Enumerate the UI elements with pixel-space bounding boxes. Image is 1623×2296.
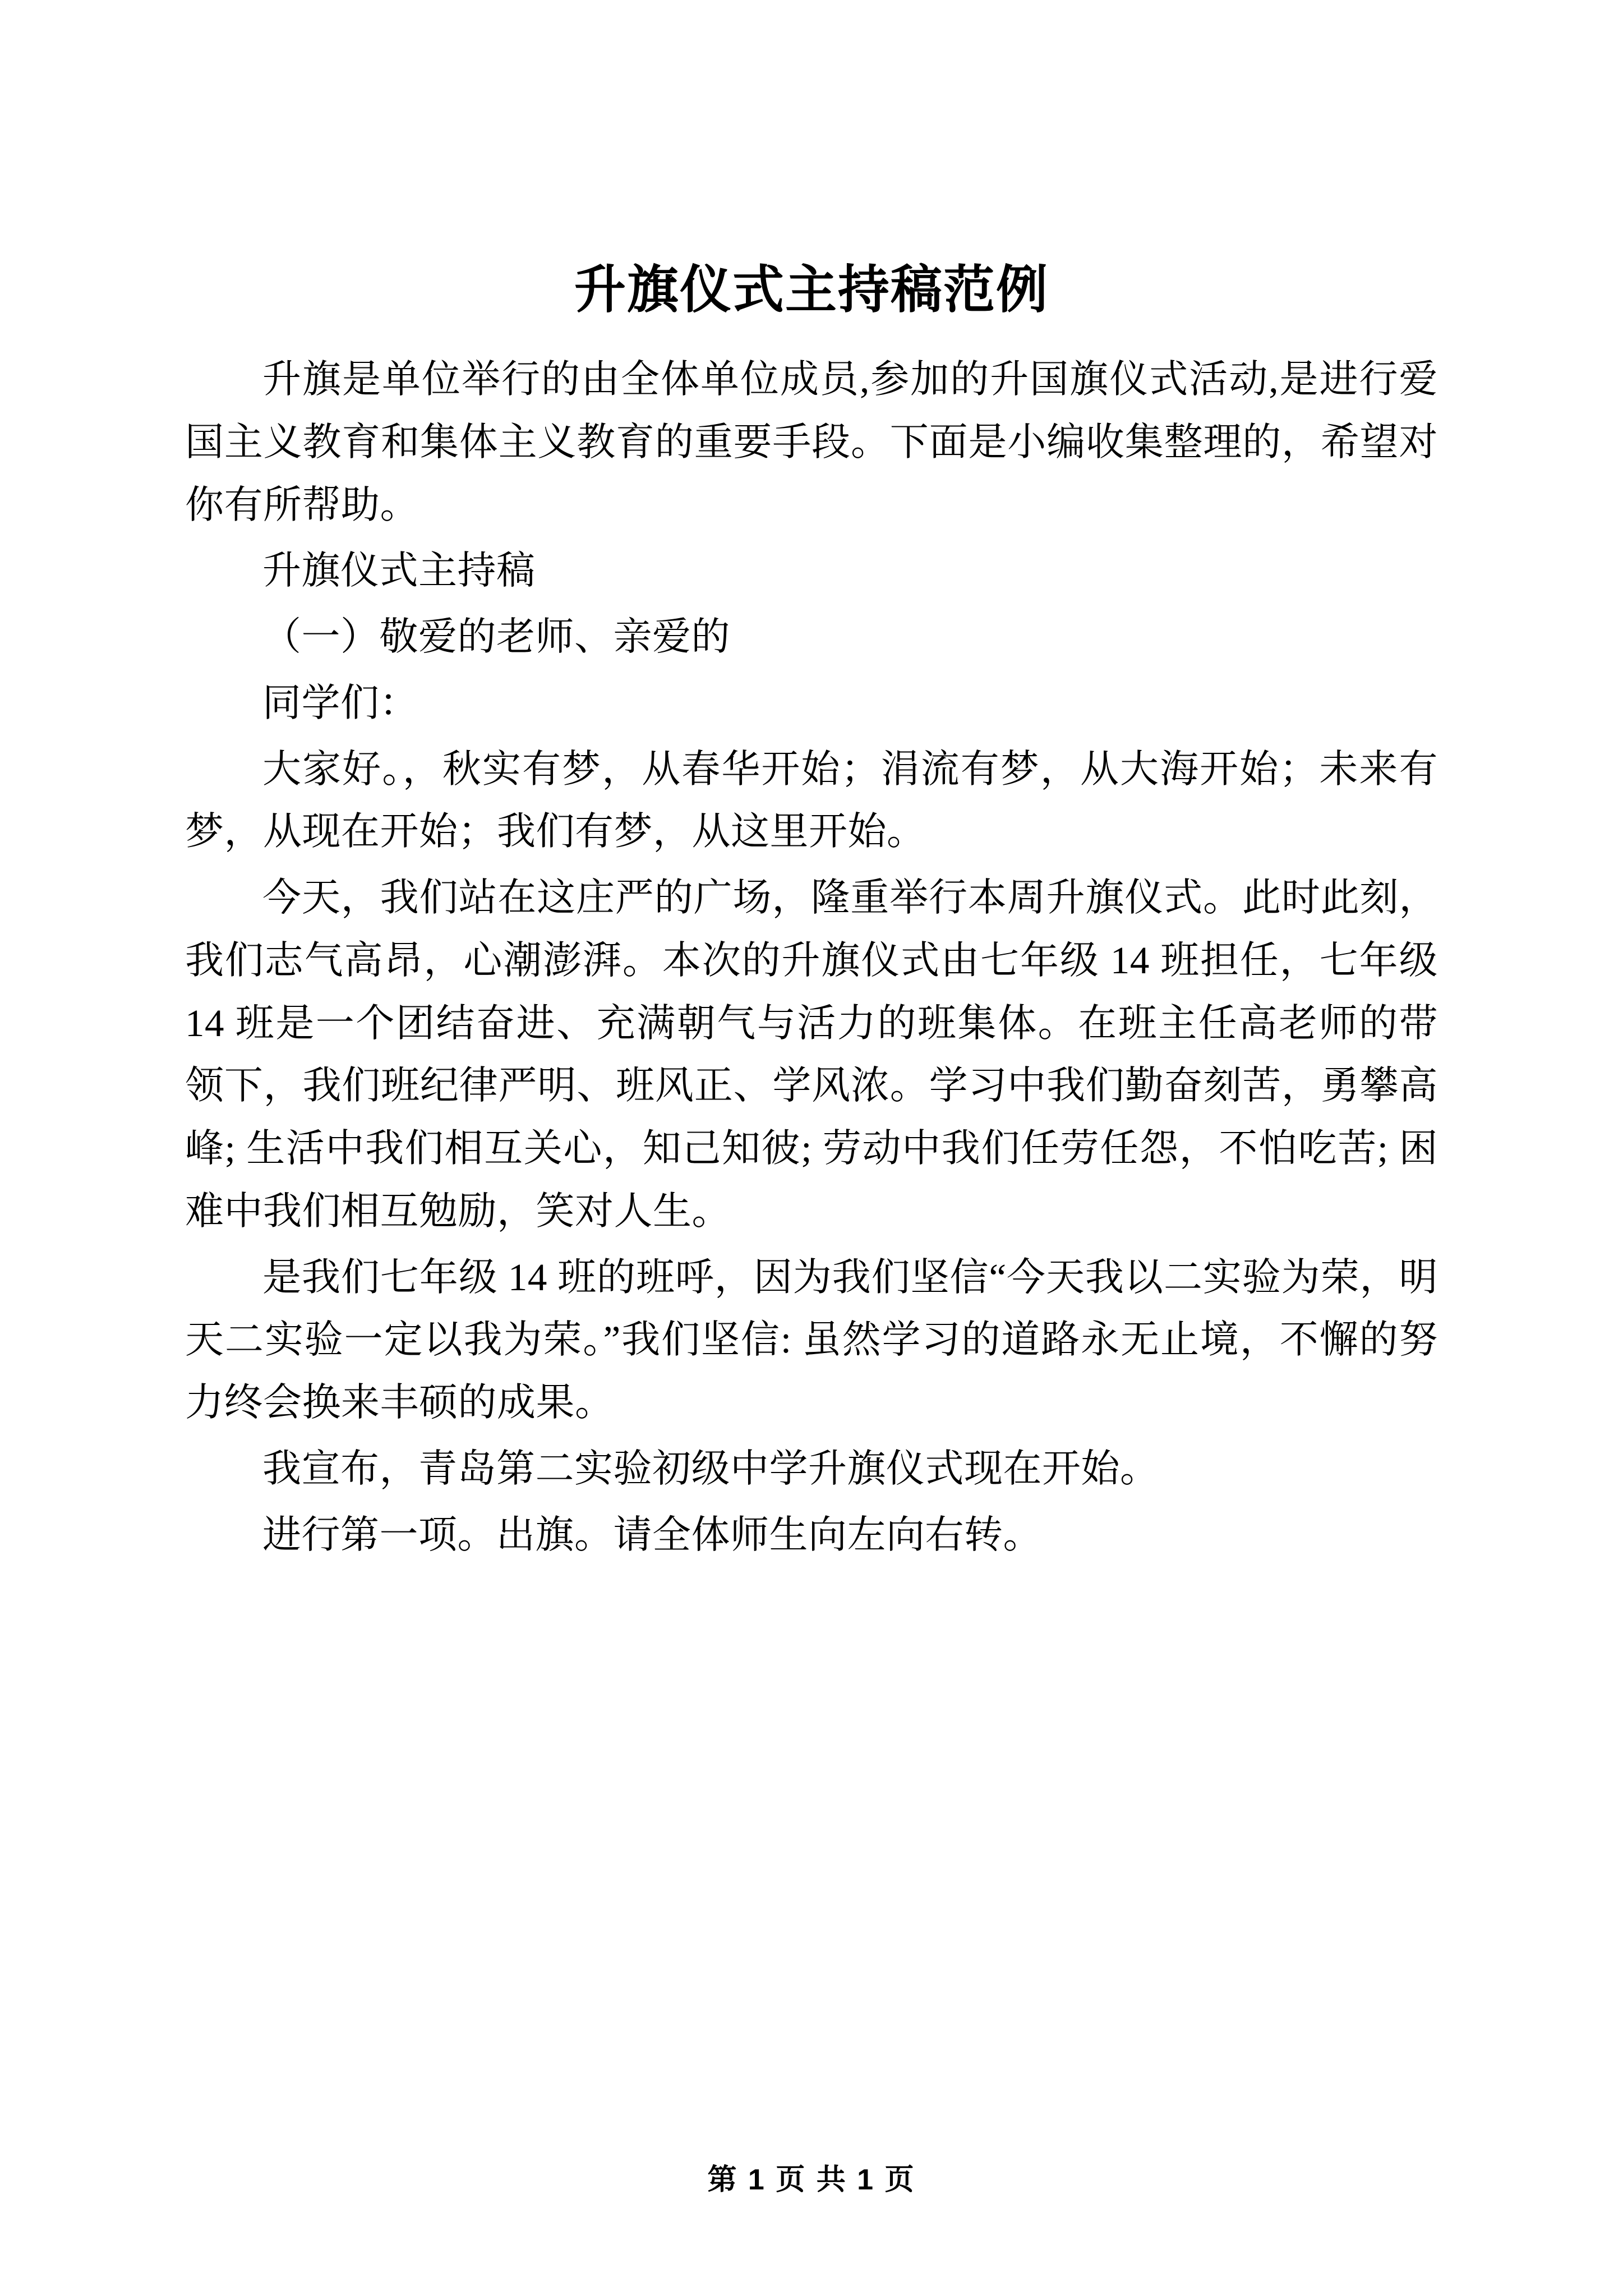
paragraph-body-1: 今天，我们站在这庄严的广场，隆重举行本周升旗仪式。此时此刻，我们志气高昂，心潮澎湃。本次的升旗仪式由七年级 14 班担任，七年级 14 班是一个团结奋进、充满朝气与活力的班集体。在班主任高老师的带领下，我们班纪律严明、班风正、学风浓。学习中我们勤奋刻苦，勇攀高峰; 生活中我们相互关心，知己知彼; 劳动中我们任劳任怨，不怕吃苦; 困难中我们相互勉励，笑对人生。 — [185, 876, 1438, 1232]
paragraph-body-2: 是我们七年级 14 班的班呼，因为我们坚信“今天我以二实验为荣，明天二实验一定以我为荣。”我们坚信: 虽然学习的道路永无止境，不懈的努力终会换来丰硕的成果。 — [185, 1255, 1438, 1424]
paragraph-body-3: 我宣布，青岛第二实验初级中学升旗仪式现在开始。 — [262, 1447, 1159, 1490]
page-footer: 第 1 页 共 1 页 — [707, 2164, 916, 2196]
paragraph-salutation: 同学们： — [262, 681, 418, 724]
paragraph-body-4: 进行第一项。出旗。请全体师生向左向右转。 — [262, 1513, 1042, 1556]
paragraph-greeting: 大家好。，秋实有梦，从春华开始；涓流有梦，从大海开始；未来有梦，从现在开始；我们有梦，从这里开始。 — [185, 747, 1438, 853]
page-title: 升旗仪式主持稿范例 — [574, 261, 1049, 319]
paragraph-section-one: （一）敬爱的老师、亲爱的 — [262, 615, 730, 659]
paragraph-subtitle: 升旗仪式主持稿 — [262, 549, 536, 592]
paragraph-intro: 升旗是单位举行的由全体单位成员,参加的升国旗仪式活动,是进行爱国主义教育和集体主义教育的重要手段。下面是小编收集整理的，希望对你有所帮助。 — [185, 358, 1438, 526]
